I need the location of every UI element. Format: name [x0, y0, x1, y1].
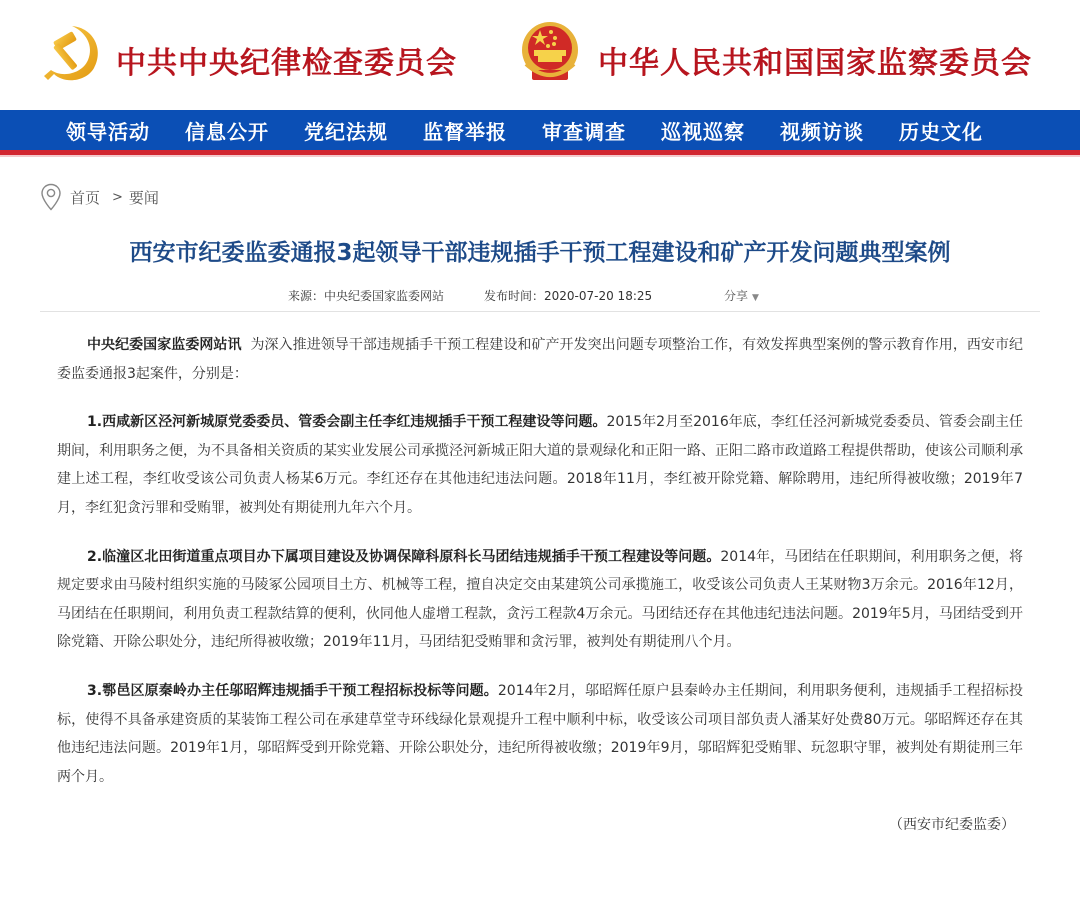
case-body-2: 2014年，马团结在任职期间，利用职务之便，将规定要求由马陵村组织实施的马陵冢公园项目土方、机械等工程，擅自决定交由某建筑公司承揽施工，收受该公司负责人王某财物3万余元。2016年12月，马团结在任职期间，利用负责工程款结算的便利，伙同他人虚增工程款，贪污工程款4万余元。马团结还存在其他违纪违法问题。2019年5月，马团结受到开除党籍、开除公职处分，违纪所得被收缴；2019年11月，马团结犯受贿罪和贪污罪，被判处有期徒刑八个月。 [57, 548, 1023, 651]
intro-paragraph [57, 331, 1023, 388]
case-heading-2: 2.临潼区北田街道重点项目办下属项目建设及协调保障科原科长马团结违规插手干预工程建设等问题。 [87, 548, 721, 565]
article-source: 来源：中央纪委国家监委网站 [288, 289, 445, 303]
nav-item-video[interactable]: 视频访谈 [780, 119, 864, 144]
nav-item-regulations[interactable]: 党纪法规 [304, 119, 388, 144]
nav-item-history[interactable]: 历史文化 [899, 119, 983, 144]
share-button[interactable] [724, 287, 759, 304]
breadcrumb-current-link[interactable]: 要闻 [128, 188, 159, 207]
breadcrumb [40, 183, 159, 211]
nav-item-inspection[interactable]: 巡视巡察 [661, 119, 745, 144]
nav-item-investigation[interactable]: 审查调查 [542, 119, 626, 144]
location-pin-icon [40, 183, 62, 211]
nav-item-reporting[interactable]: 监督举报 [423, 119, 507, 144]
case-paragraph-1 [57, 408, 1023, 522]
site-header [0, 0, 1080, 110]
article-title: 西安市纪委监委通报3起领导干部违规插手干预工程建设和矿产开发问题典型案例 [129, 240, 951, 266]
article-publish-time: 发布时间：2020-07-20 18:25 [484, 289, 653, 303]
intro-text: 为深入推进领导干部违规插手干预工程建设和矿产开发突出问题专项整治工作，有效发挥典型案例的警示教育作用，西安市纪委监委通报3起案件，分别是： [57, 337, 1024, 382]
case-heading-3: 3.鄠邑区原秦岭办主任邬昭辉违规插手干预工程招标投标等问题。 [87, 682, 498, 699]
intro-lead: 中央纪委国家监委网站讯 [87, 337, 242, 353]
article-signature: （西安市纪委监委） [889, 817, 1015, 834]
nav-item-information[interactable]: 信息公开 [185, 119, 269, 144]
breadcrumb-separator: > [112, 189, 123, 205]
case-paragraph-3 [57, 677, 1023, 791]
cpc-ccdi-name[interactable]: 中共中央纪律检查委员会 [116, 46, 457, 81]
national-emblem-icon[interactable] [520, 20, 580, 86]
breadcrumb-home-link[interactable]: 首页 [70, 188, 101, 207]
article-body [57, 331, 1023, 860]
case-body-3: 2014年2月，邬昭辉任原户县秦岭办主任期间，利用职务便利，违规插手工程招标投标，使得不具备承建资质的某装饰工程公司在承建草堂寺环线绿化景观提升工程中顺利中标，收受该公司项目部负责人潘某好处费80万元。邬昭辉还存在其他违纪违法问题。2019年1月，邬昭辉受到开除党籍、开除公职处分，违纪所得被收缴；2019年9月，邬昭辉犯受贿罪、玩忽职守罪，被判处有期徒刑三年两个月。 [57, 682, 1023, 785]
share-label: 分享 [724, 289, 749, 303]
meta-divider [40, 311, 1040, 312]
hammer-sickle-emblem-icon[interactable] [42, 22, 106, 86]
case-paragraph-2 [57, 543, 1023, 657]
nav-stripe-shadow [0, 155, 1080, 157]
main-nav [0, 110, 1080, 150]
case-heading-1: 1.西咸新区泾河新城原党委委员、管委会副主任李红违规插手干预工程建设等问题。 [87, 414, 607, 431]
case-body-1: 2015年2月至2016年底，李红任泾河新城党委委员、管委会副主任期间，利用职务之便，为不具备相关资质的某实业发展公司承揽泾河新城正阳大道的景观绿化和正阳一路、正阳二路市政道路工程提供帮助，使该公司顺利承建上述工程，李红收受该公司负责人杨某6万元。李红还存在其他违纪违法问题。2018年11月，李红被开除党籍、解除聘用，违纪所得被收缴；2019年7月，李红犯贪污罪和受贿罪，被判处有期徒刑九年六个月。 [57, 414, 1023, 516]
caret-down-icon: ▼ [752, 293, 759, 303]
nav-item-leadership[interactable]: 领导活动 [66, 119, 150, 144]
nsc-name[interactable]: 中华人民共和国国家监察委员会 [598, 46, 1032, 81]
